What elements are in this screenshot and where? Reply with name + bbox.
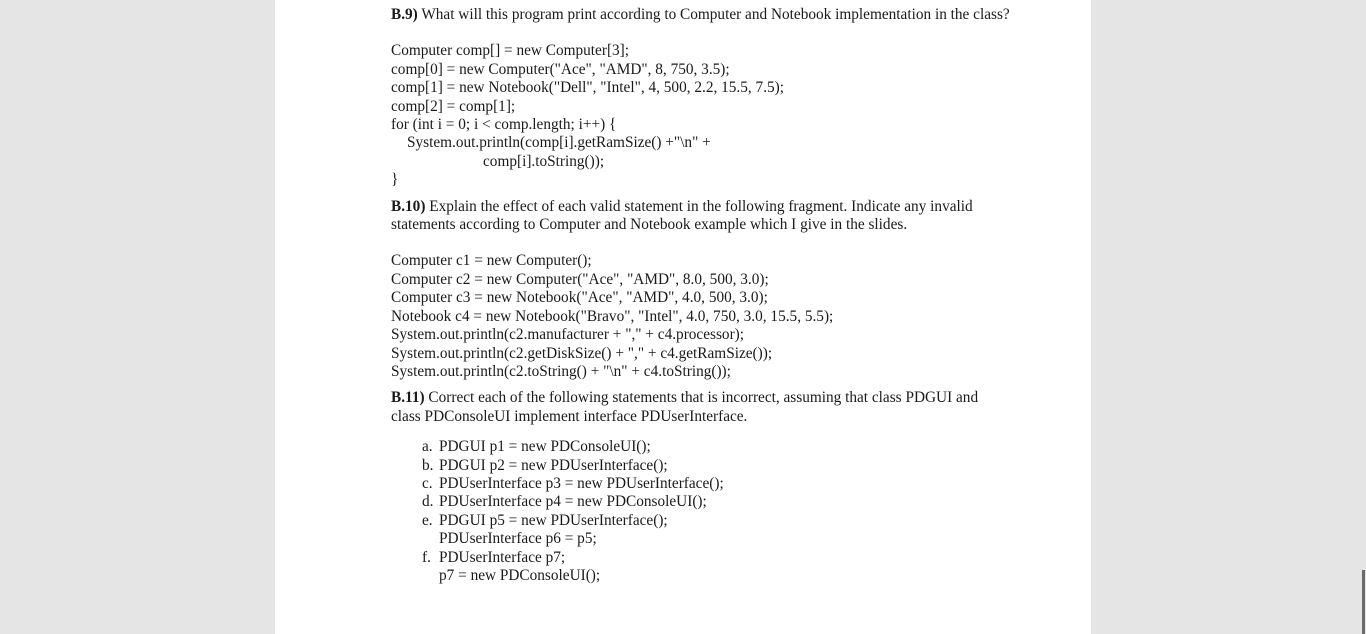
question-number: B.9): [391, 6, 418, 23]
question-number: B.11): [391, 389, 425, 407]
question-b10: [391, 198, 1011, 235]
question-text: Explain the effect of each valid statement in the following fragment. Indicate any invalid statements according to Computer and Notebook example which I give in the slides.: [391, 197, 973, 234]
answer-list: [391, 438, 1011, 585]
code-line: System.out.println(c2.getDiskSize() + "," + c4.getRamSize());: [391, 344, 773, 362]
code-line: System.out.println(c2.manufacturer + "," + c4.processor);: [391, 326, 745, 344]
vertical-scrollbar[interactable]: [1361, 0, 1366, 634]
question-text: What will this program print according to Computer and Notebook implementation in the class?: [417, 6, 1010, 23]
list-item-b: [422, 457, 1011, 475]
list-marker: c.: [422, 474, 433, 492]
list-item-text: p7 = new PDConsoleUI();: [439, 566, 601, 584]
code-line: System.out.println(c2.toString() + "\n" + c4.toString());: [391, 362, 731, 380]
question-b9: [391, 6, 1011, 24]
code-line: for (int i = 0; i < comp.length; i++) {: [391, 116, 617, 134]
list-item-text: PDUserInterface p7;: [439, 548, 566, 566]
list-item-e-cont: [422, 530, 1011, 548]
question-b11: [391, 389, 1011, 426]
code-line: comp[2] = comp[1];: [391, 97, 516, 115]
page-content: [391, 6, 1011, 585]
code-line: comp[1] = new Notebook("Dell", "Intel", 4, 500, 2.2, 15.5, 7.5);: [391, 79, 785, 97]
list-marker: d.: [422, 493, 434, 511]
code-line: System.out.println(comp[i].getRamSize() +"\n" +: [407, 134, 711, 152]
code-line: Computer c2 = new Computer("Ace", "AMD", 8.0, 500, 3.0);: [391, 270, 769, 288]
list-item-e: [422, 512, 1011, 530]
list-marker: e.: [422, 511, 433, 529]
list-item-d: [422, 493, 1011, 511]
list-item-text: PDUserInterface p4 = new PDConsoleUI();: [439, 493, 707, 511]
code-block-b9: [391, 42, 1011, 189]
list-item-text: PDUserInterface p6 = p5;: [439, 530, 597, 548]
code-line: comp[i].toString());: [483, 152, 605, 170]
code-line: Computer c3 = new Notebook("Ace", "AMD", 4.0, 500, 3.0);: [391, 289, 768, 307]
question-text: Correct each of the following statements that is incorrect, assuming that class PDGUI and class PDConsoleUI implement interface PDUserInterface.: [391, 389, 979, 425]
list-item-text: PDUserInterface p3 = new PDUserInterface();: [439, 474, 724, 492]
scrollbar-thumb[interactable]: [1362, 570, 1365, 634]
list-item-text: PDGUI p5 = new PDUserInterface();: [439, 511, 668, 529]
list-item-f: [422, 549, 1011, 567]
question-number: B.10): [391, 197, 426, 215]
code-line: comp[0] = new Computer("Ace", "AMD", 8, 750, 3.5);: [391, 60, 730, 78]
list-item-f-cont: [422, 567, 1011, 585]
document-page: [275, 0, 1091, 634]
list-item-text: PDGUI p2 = new PDUserInterface();: [439, 456, 668, 474]
list-item-a: [422, 438, 1011, 456]
list-marker: b.: [422, 456, 434, 474]
list-item-c: [422, 475, 1011, 493]
list-item-text: PDGUI p1 = new PDConsoleUI();: [439, 438, 651, 456]
code-line: Computer c1 = new Computer();: [391, 252, 592, 270]
code-line: Computer comp[] = new Computer[3];: [391, 42, 630, 60]
code-block-b10: [391, 252, 1011, 381]
code-line: Notebook c4 = new Notebook("Bravo", "Intel", 4.0, 750, 3.0, 15.5, 5.5);: [391, 307, 834, 325]
list-marker: a.: [422, 438, 433, 456]
list-marker: f.: [422, 548, 431, 566]
code-line: }: [391, 171, 399, 189]
